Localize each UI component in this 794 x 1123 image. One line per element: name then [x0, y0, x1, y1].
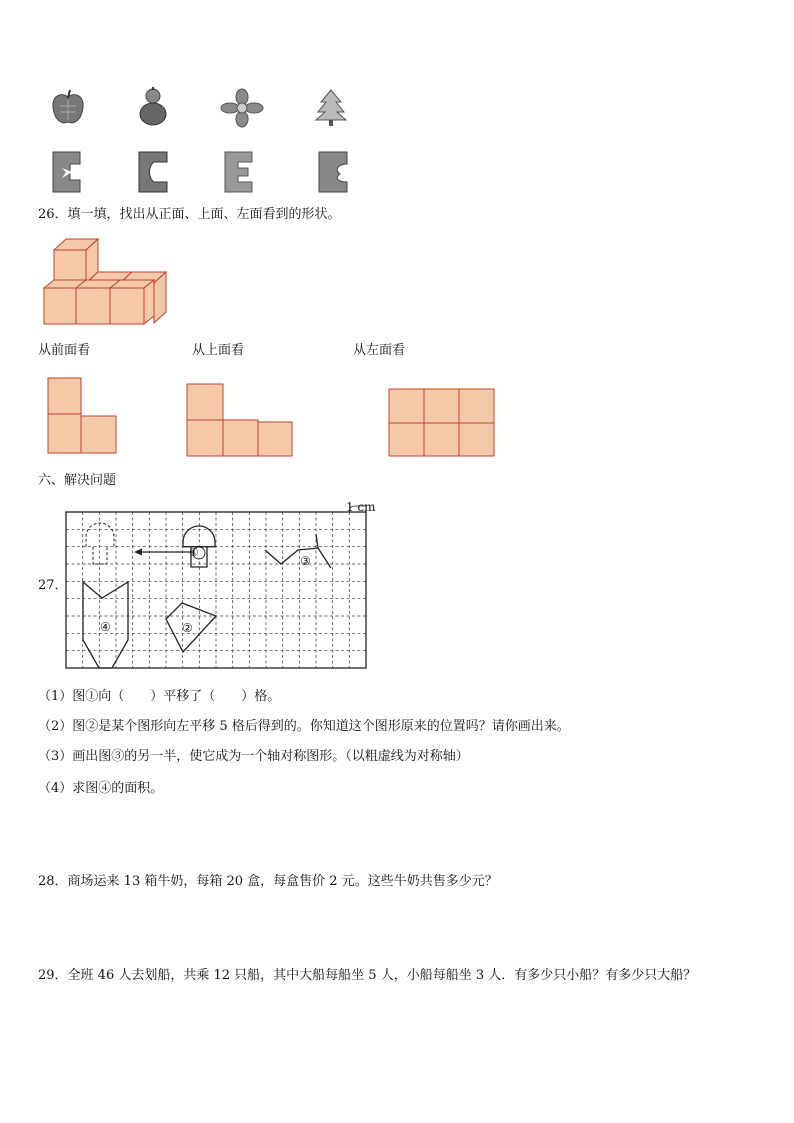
- paper-cut-e3-icon: [316, 150, 350, 194]
- paper-cut-c-icon: [136, 150, 170, 194]
- figure-1-label: ①: [189, 546, 199, 559]
- q27-grid-figure: [66, 512, 368, 672]
- figure-4-label: ④: [100, 620, 111, 634]
- section-title: 六、解决问题: [38, 473, 117, 488]
- figure-2-label: ②: [182, 621, 193, 635]
- q29-question: 29．全班 46 人去划船，共乘 12 只船，其中大船每船坐 5 人，小船每船坐 3 人．有多少只小船？有多少只大船？: [38, 968, 697, 983]
- tree-icon: [313, 88, 349, 128]
- left-view-shape: [388, 388, 498, 460]
- q27-number: 27．: [38, 578, 68, 593]
- front-view-shape: [47, 377, 119, 457]
- q26-question: 26．填一填，找出从正面、上面、左面看到的形状。: [38, 207, 341, 222]
- paper-cut-e2-icon: [222, 150, 256, 194]
- figure-3-label: ③: [300, 554, 311, 568]
- grid-scale-label: 1 cm: [346, 500, 376, 514]
- q27-sub-2: （2）图②是某个图形向左平移 5 格后得到的。你知道这个图形原来的位置吗？请你画出来。: [38, 719, 570, 734]
- q27-sub-1: （1）图①向（ ）平移了（ ）格。: [38, 689, 281, 704]
- view-front-label: 从前面看: [38, 343, 91, 358]
- q27-sub-3: （3）画出图③的另一半，使它成为一个轴对称图形。（以粗虚线为对称轴）: [38, 749, 469, 764]
- view-left-label: 从左面看: [353, 343, 406, 358]
- cube-stack-figure: [40, 236, 170, 330]
- q28-question: 28．商场运来 13 箱牛奶，每箱 20 盒，每盒售价 2 元。这些牛奶共售多少元？: [38, 874, 498, 889]
- flower-icon: [220, 88, 264, 128]
- gourd-icon: [135, 86, 171, 128]
- view-top-label: 从上面看: [192, 343, 245, 358]
- top-view-shape: [186, 383, 296, 459]
- q27-sub-4: （4）求图④的面积。: [38, 781, 164, 796]
- paper-cut-e-icon: [50, 150, 84, 194]
- apple-icon: [48, 88, 88, 128]
